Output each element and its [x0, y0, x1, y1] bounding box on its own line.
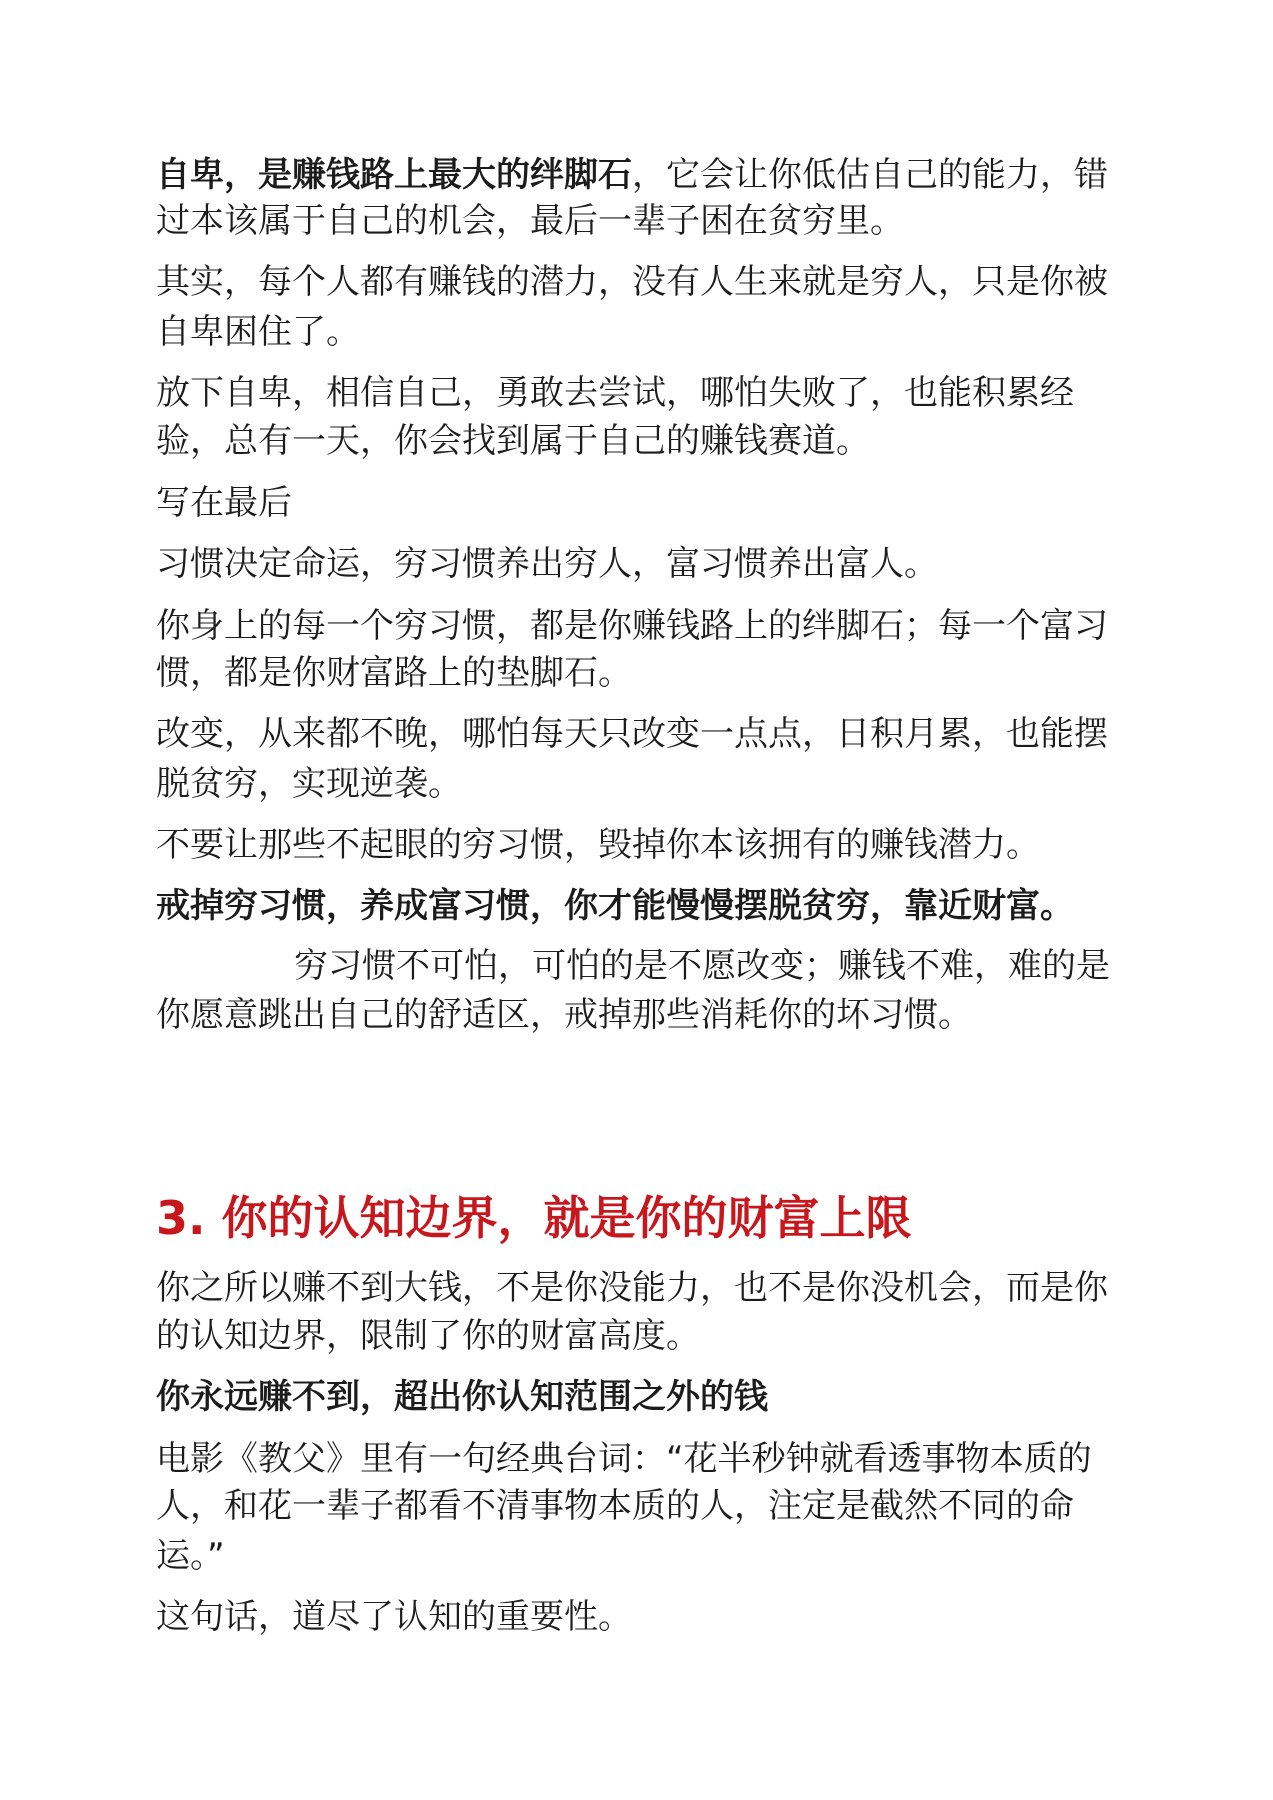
paragraph-line: 放下自卑，相信自己，勇敢去尝试，哪怕失败了，也能积累经 [156, 373, 1074, 413]
paragraph-text: ，它会让你低估自己的能力，错 [632, 155, 1108, 195]
paragraph-line: 你身上的每一个穷习惯，都是你赚钱路上的绊脚石；每一个富习 [156, 606, 1108, 646]
paragraph-line [156, 152, 1108, 199]
paragraph-line: 惯，都是你财富路上的垫脚石。 [156, 653, 632, 693]
bold-paragraph: 你永远赚不到，超出你认知范围之外的钱 [156, 1377, 768, 1417]
paragraph-line: 人，和花一辈子都看不清事物本质的人，注定是截然不同的命 [156, 1486, 1074, 1526]
paragraph-line: 其实，每个人都有赚钱的潜力，没有人生来就是穷人，只是你被 [156, 262, 1108, 302]
bold-paragraph: 戒掉穷习惯，养成富习惯，你才能慢慢摆脱贫穷，靠近财富。 [156, 886, 1074, 926]
paragraph-line: 习惯决定命运，穷习惯养出穷人，富习惯养出富人。 [156, 544, 938, 584]
paragraph-line: 自卑困住了。 [156, 312, 360, 352]
paragraph-line: 电影《教父》里有一句经典台词：“花半秒钟就看透事物本质的 [156, 1439, 1092, 1479]
section-heading: 3. 你的认知边界，就是你的财富上限 [156, 1191, 912, 1245]
paragraph-line: 运。” [156, 1536, 225, 1576]
paragraph-line: 不要让那些不起眼的穷习惯，毁掉你本该拥有的赚钱潜力。 [156, 825, 1040, 865]
paragraph-line: 改变，从来都不晚，哪怕每天只改变一点点，日积月累，也能摆 [156, 714, 1108, 754]
paragraph-line: 穷习惯不可怕，可怕的是不愿改变；赚钱不难，难的是 [294, 946, 1110, 986]
paragraph-line: 的认知边界，限制了你的财富高度。 [156, 1316, 700, 1356]
paragraph-line: 过本该属于自己的机会，最后一辈子困在贫穷里。 [156, 201, 904, 241]
paragraph-line: 这句话，道尽了认知的重要性。 [156, 1597, 632, 1637]
paragraph-line: 验，总有一天，你会找到属于自己的赚钱赛道。 [156, 421, 870, 461]
paragraph-line: 你之所以赚不到大钱，不是你没能力，也不是你没机会，而是你 [156, 1268, 1108, 1308]
paragraph-line: 脱贫穷，实现逆袭。 [156, 764, 462, 804]
paragraph-line: 你愿意跳出自己的舒适区，戒掉那些消耗你的坏习惯。 [156, 995, 972, 1035]
subheading: 写在最后 [156, 483, 292, 523]
bold-lead-text: 自卑，是赚钱路上最大的绊脚石 [156, 155, 632, 195]
